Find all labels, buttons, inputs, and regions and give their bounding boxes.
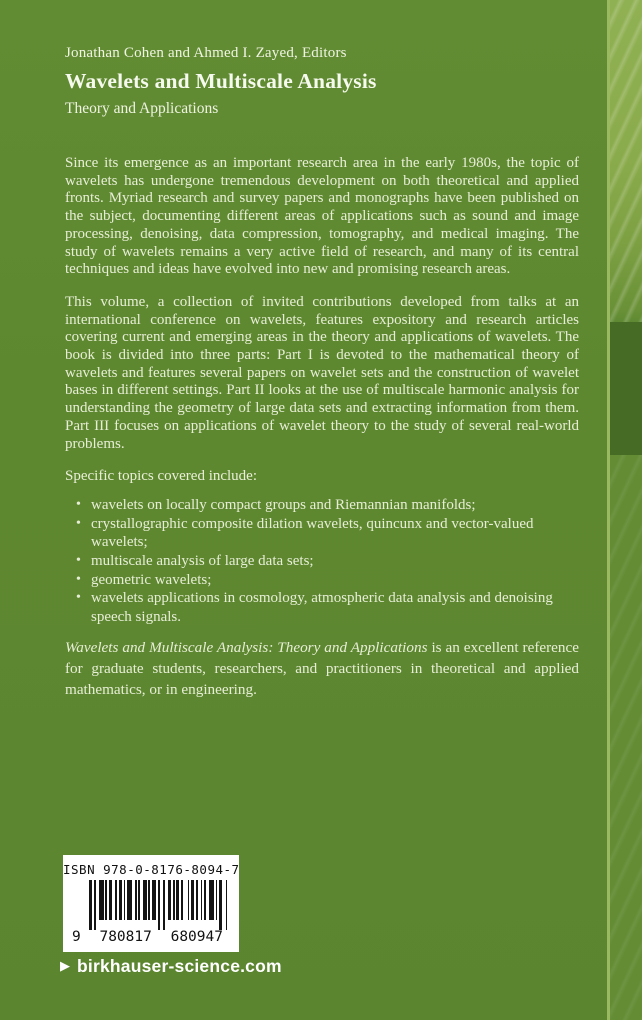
- spine-strip-lower-segment: [610, 455, 642, 1020]
- spine-strip-dark-segment: [610, 322, 642, 455]
- arrow-icon: ▶: [60, 958, 70, 974]
- topics-heading: Specific topics covered include:: [65, 468, 258, 485]
- description-paragraph-2: This volume, a collection of invited contributions developed from talks at an international conference on wavelets, features expository and research articles covering current and emerging areas in the theory and applications of wavelets. The book is divided into three parts: Part I is devoted to the mathematical theory of wavelets and features several papers on wavelet sets and the construction of wavelet bases in different settings. Part II looks at the use of multiscale harmonic analysis for understanding the geometry of large data sets and extracting information from them. Part III focuses on applications of wavelet theory to the study of several real-world problems.: [65, 293, 579, 452]
- topic-item: • wavelets applications in cosmology, atmospheric data analysis and denoising speech signals.: [65, 589, 579, 626]
- book-title: Wavelets and Multiscale Analysis: [65, 69, 377, 93]
- closing-paragraph: [65, 638, 579, 700]
- barcode-bars: [89, 880, 239, 930]
- topic-item: • crystallographic composite dilation wavelets, quincunx and vector-valued wavelets;: [65, 515, 579, 552]
- book-subtitle: Theory and Applications: [65, 100, 219, 117]
- barcode-digit-group: 680947: [170, 929, 223, 945]
- topic-item: • multiscale analysis of large data sets;: [65, 552, 579, 571]
- cover-text-block: [65, 45, 579, 701]
- closing-rest-text: is an excellent reference for graduate students, researchers, and practitioners in theoretical and applied mathematics, or in engineering.: [65, 639, 579, 698]
- publisher-url: birkhauser-science.com: [77, 956, 282, 976]
- barcode-digit-group: 780817: [99, 929, 152, 945]
- spine-strip: [610, 0, 642, 1020]
- description-paragraph-1: Since its emergence as an important research area in the early 1980s, the topic of wavelets has undergone tremendous development on both theoretical and applied fronts. Myriad research and survey papers and monographs have been published on the subject, documenting different areas of applications such as sound and image processing, denoising, data compression, tomography, and medical imaging. The study of wavelets remains a very active field of research, and many of its central techniques and ideas have evolved into new and promising research areas.: [65, 155, 579, 278]
- publisher-footer: [60, 956, 282, 977]
- barcode-digits: [72, 930, 223, 945]
- topics-list: [65, 496, 579, 626]
- topic-item: • wavelets on locally compact groups and Riemannian manifolds;: [65, 496, 579, 515]
- barcode-bar: [227, 880, 230, 920]
- closing-italic-title: Wavelets and Multiscale Analysis: Theory and Applications: [65, 639, 428, 657]
- barcode-digit-group: 9: [72, 929, 81, 945]
- isbn-barcode-box: [63, 855, 239, 952]
- isbn-label: ISBN 978-0-8176-8094-7: [63, 862, 240, 877]
- spine-strip-highlight-segment: [610, 0, 642, 322]
- topic-item: • geometric wavelets;: [65, 571, 579, 590]
- editors-line: Jonathan Cohen and Ahmed I. Zayed, Editors: [65, 45, 347, 61]
